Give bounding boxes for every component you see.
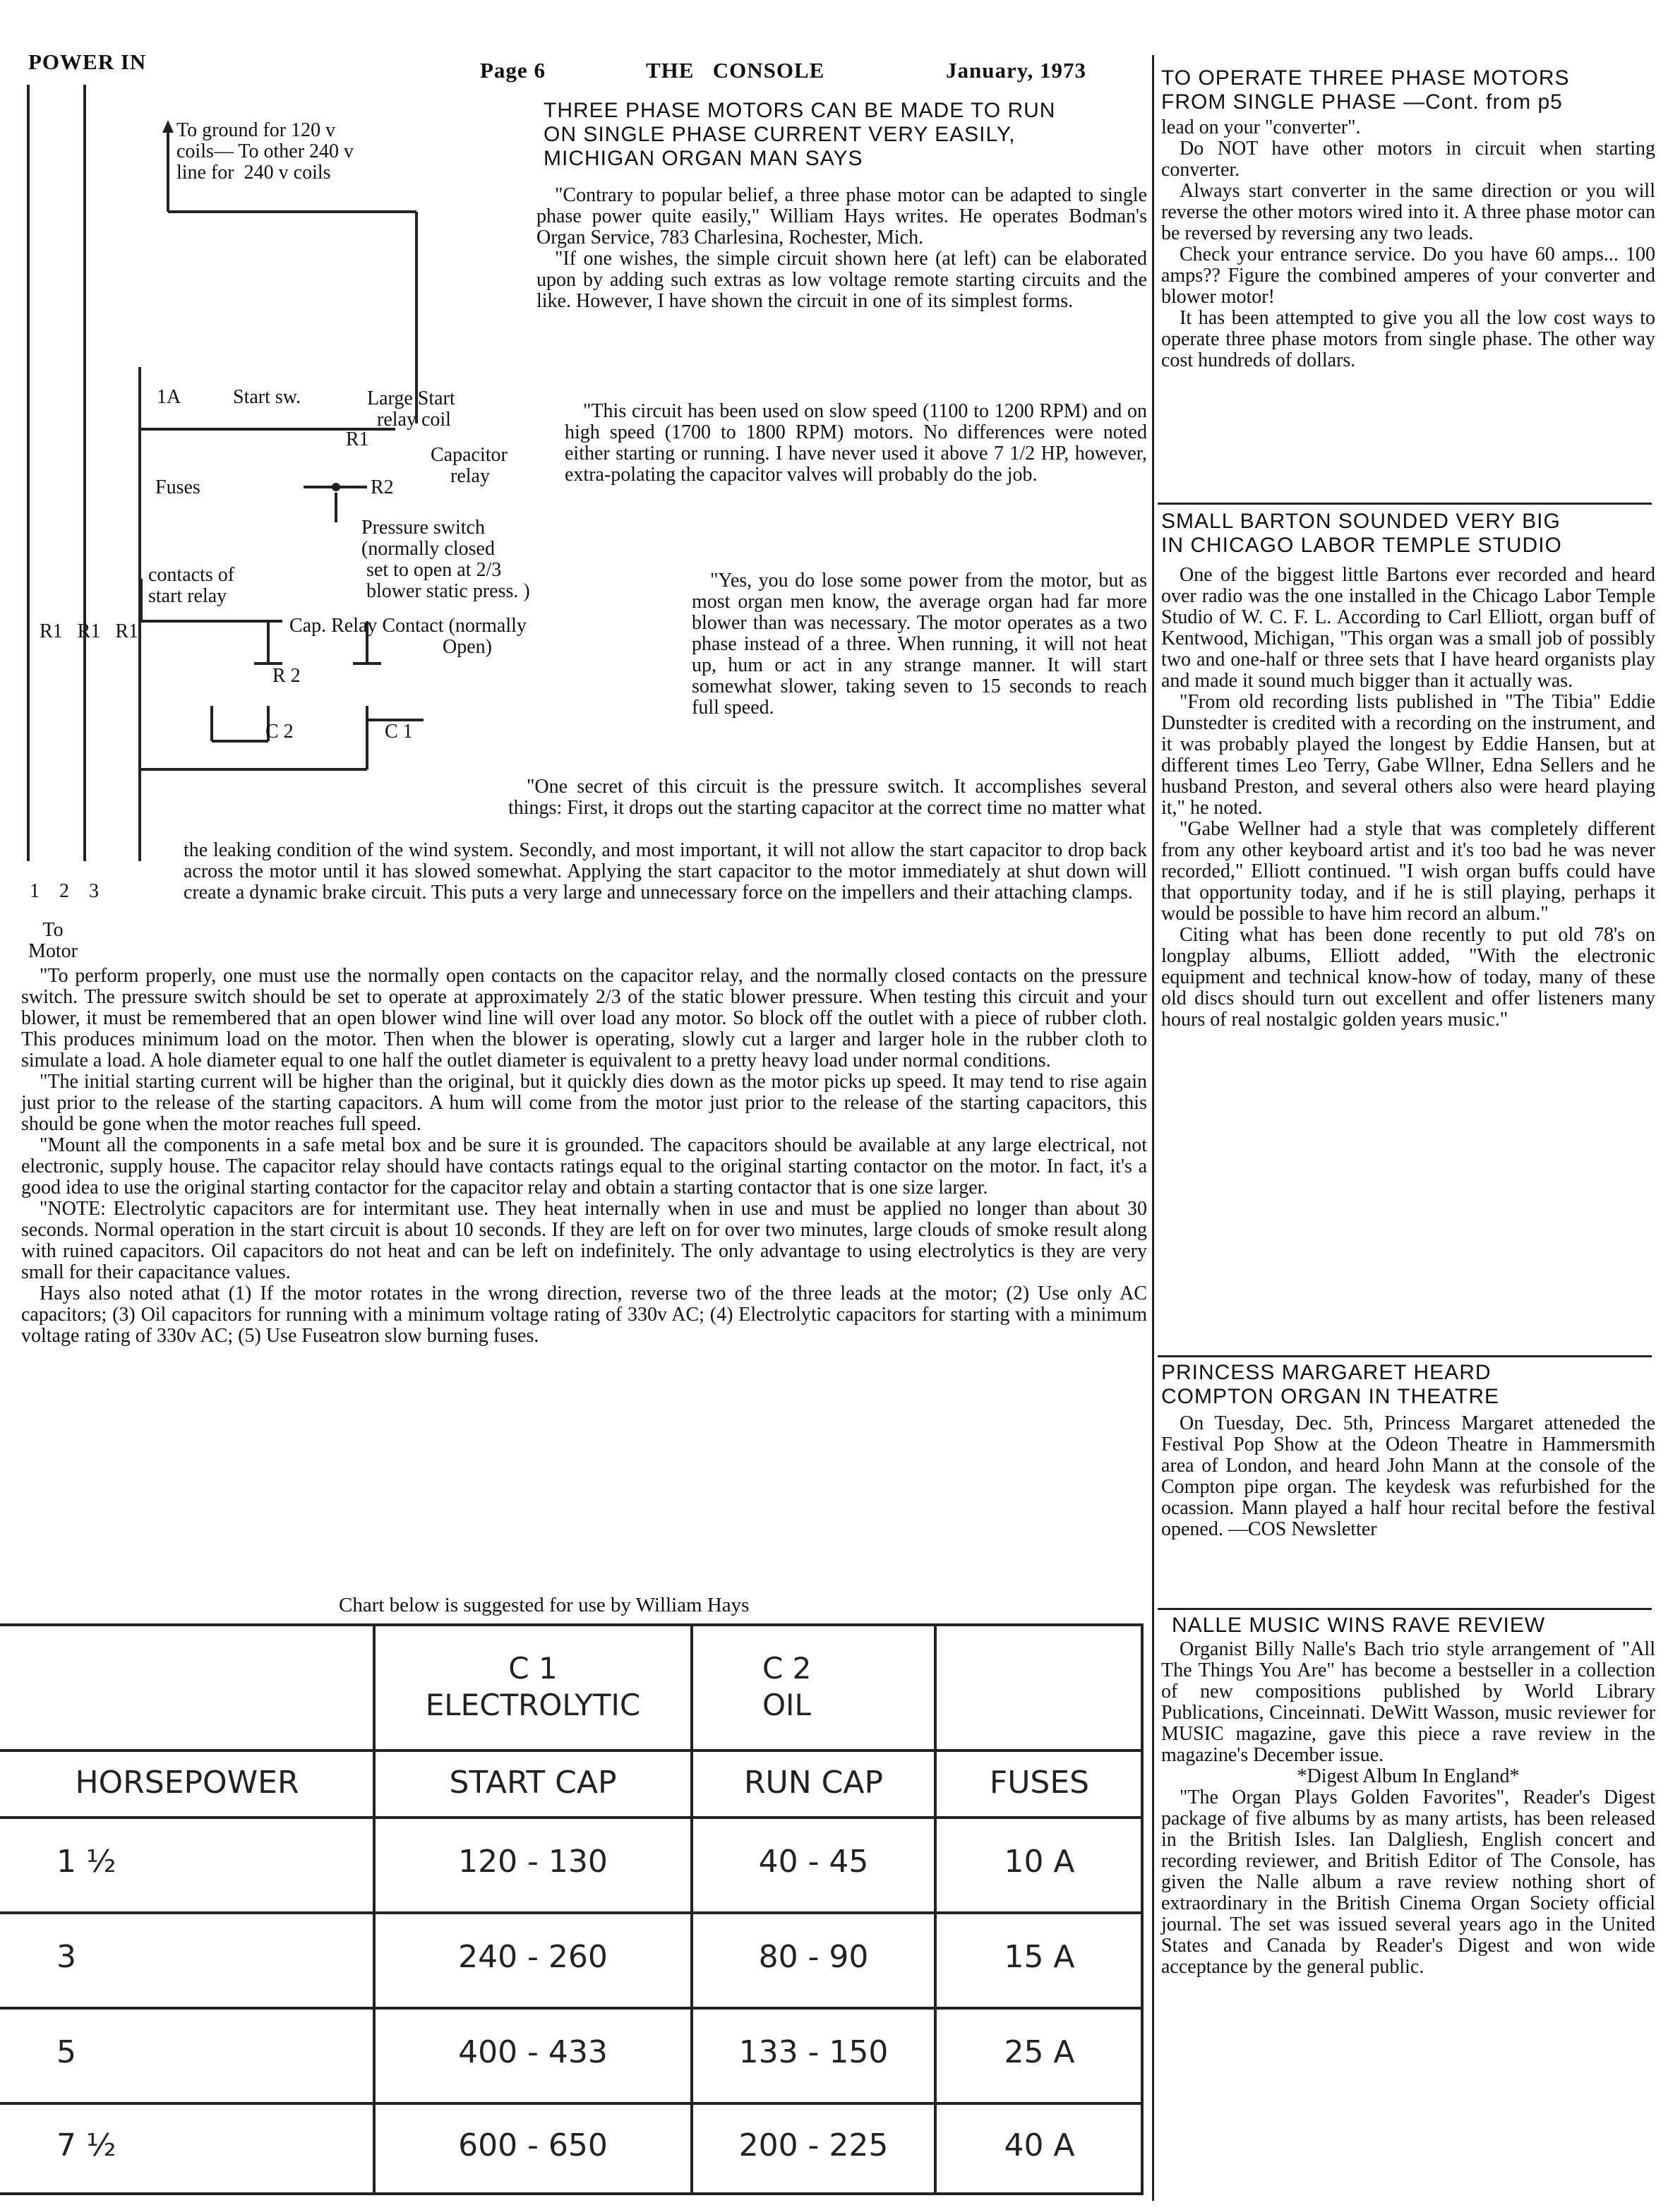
table-cell: 40 A xyxy=(1004,2127,1075,2163)
table-cell: 80 - 90 xyxy=(758,1939,869,1975)
large-start-relay-label: Large Start relay coil xyxy=(367,388,455,431)
cap-relay-contact-label: Cap. Relay Contact (normally Open) xyxy=(289,615,527,658)
article3-p4: Citing what has been done recently to put old 78's on longplay albums, Elliott added, "With the electronic equipment and technical know-how of today, many of these old discs should turn out excellent and offer listeners many hours of real nostalgic golden years music." xyxy=(1161,924,1655,1031)
table-cell: 5 xyxy=(56,2034,76,2070)
article1-p10: Hays also noted athat (1) If the motor rotates in the wrong direction, reverse two of the three leads at the motor; (2) Use only AC capacitors; (3) Oil capacitors for running with a minimum voltage rating of 330v AC; (4) Electrolytic capacitors for starting with a minimum voltage rating of 330v AC; (5) Use Fuseatron slow burning fuses. xyxy=(21,1283,1147,1347)
label-1a: 1A xyxy=(157,386,181,408)
r2-bottom-label: R 2 xyxy=(272,665,301,687)
article1-p4a-block xyxy=(692,570,1147,719)
page-number: Page 6 xyxy=(480,58,546,83)
table-cell: 133 - 150 xyxy=(738,2034,889,2070)
fuses-label: Fuses xyxy=(155,476,200,498)
table-cell: 15 A xyxy=(1004,1939,1075,1975)
article1-body xyxy=(21,966,1147,1347)
table-cell: 400 - 433 xyxy=(458,2034,608,2070)
article2-body xyxy=(1161,117,1655,371)
article1-p4: "Yes, you do lose some power from the motor, but as most organ men know, the average organ had far more blower than was necessary. The motor operates as a two phase instead of a three. When running, it will not heat up, hum or act in any strange manner. It will start somewhat slower, taking seven to 15 seconds to reach full speed. xyxy=(692,570,1147,719)
article1-p5b: the leaking condition of the wind system. Secondly, and most important, it will not allow the start capacitor to drop back across the motor until it has slowed somewhat. Applying the start capacitor to the motor immediately at shut down will create a dynamic brake circuit. This puts a very large and unnecessary force on the impellers and their attaching clamps. xyxy=(184,839,1147,903)
c2-group-header: C 2 OIL xyxy=(762,1651,812,1722)
column-divider xyxy=(1152,55,1154,2201)
r1-label: R1 xyxy=(346,428,369,450)
article1-p5a: "One secret of this circuit is the pressure switch. It accomplishes several things: First, it drops out the starting capacitor at the correct time no matter what xyxy=(508,776,1147,819)
table-cell: 25 A xyxy=(1004,2034,1075,2070)
c2-label: C 2 xyxy=(265,721,294,743)
article2-p1: lead on your "converter". xyxy=(1161,116,1361,138)
ground-note: To ground for 120 v coils— To other 240 v line for 240 v coils xyxy=(176,119,354,184)
divider xyxy=(1158,1608,1652,1610)
article1-p3: "This circuit has been used on slow speed (1100 to 1200 RPM) and on high speed (1700 to 1800 RPM) motors. No differences were noted either starting or running. I have never used it above 7 1/2 HP, however, extra-polating the capacitor valves will probably do the job. xyxy=(565,400,1147,486)
pressure-switch-label: Pressure switch (normally closed set to open at 2/3 blower static press. ) xyxy=(361,517,530,602)
article1-p6: "To perform properly, one must use the normally open contacts on the capacitor relay, and the normally closed contacts on the pressure switch. The pressure switch should be set to operate at approximately 2/3 of the static blower pressure. When testing this circuit and your blower, it must be remembered that an open blower wind line will over load any motor. So block off the outlet with a piece of rubber cloth. This produces minimum load on the motor. Then when the blower is operating, slowly cut a larger and larger hole in the rubber cloth to simulate a load. A hole diameter equal to one half the outlet diameter is equivalent to a pretty heavy load under normal conditions. xyxy=(21,965,1147,1071)
divider xyxy=(1158,503,1652,505)
table-cell: 7 ½ xyxy=(56,2127,116,2163)
article4-body xyxy=(1161,1413,1655,1540)
contacts-start-relay-label: contacts of start relay xyxy=(148,564,235,607)
table-cell: 3 xyxy=(56,1939,76,1975)
capacitor-chart-table xyxy=(0,1623,1144,2195)
article5-p1: Organist Billy Nalle's Bach trio style arrangement of "All The Things You Are" has become a bestseller in a collection of new compositions published by World Library Publications, Cinceinnati. DeWitt Wasson, music reviewer for MUSIC magazine, gave this piece a rave review in the magazine's December issue. xyxy=(1161,1638,1655,1766)
power-in-label: POWER IN xyxy=(28,49,147,74)
start-switch-label: Start sw. xyxy=(233,386,301,408)
article3-p3: "Gabe Wellner had a style that was completely different from any other keyboard artist and it's too bad he was never recorded," Elliott continued. "I wish organ buffs could have that opportunity today, and if he is still playing, perhaps it would be possible to have him record an album." xyxy=(1161,818,1655,925)
divider xyxy=(1158,1355,1652,1357)
c1-group-header: C 1 ELECTROLYTIC xyxy=(425,1651,641,1722)
col-header-run-cap: RUN CAP xyxy=(743,1765,884,1801)
c1-label: C 1 xyxy=(385,721,413,743)
issue-date: January, 1973 xyxy=(946,58,1087,83)
article1-top xyxy=(536,185,1147,312)
article2-p2: Do NOT have other motors in circuit when starting converter. xyxy=(1161,138,1655,181)
table-cell: 200 - 225 xyxy=(738,2127,889,2163)
table-cell: 40 - 45 xyxy=(758,1844,869,1880)
article3-headline: SMALL BARTON SOUNDED VERY BIG IN CHICAGO LABOR TEMPLE STUDIO xyxy=(1161,510,1562,557)
col-header-horsepower: HORSEPOWER xyxy=(75,1765,299,1801)
article1-p2: "If one wishes, the simple circuit shown here (at left) can be elaborated upon by adding such extras as low voltage remote starting circuits and the like. However, I have shown the circuit in one of its simplest forms. xyxy=(536,248,1147,312)
article4-p1: On Tuesday, Dec. 5th, Princess Margaret atteneded the Festival Pop Show at the Odeon Theatre in Hammersmith area of London, and heard John Mann at the console of the Compton pipe organ. The keydesk was refurbished for the ocassion. Mann played a half hour recital before the festival opened. —COS Newsletter xyxy=(1161,1412,1655,1540)
article2-p4: Check your entrance service. Do you have 60 amps... 100 amps?? Figure the combined amperes of your converter and blower motor! xyxy=(1161,244,1655,308)
article2-headline: TO OPERATE THREE PHASE MOTORS FROM SINGLE PHASE —Cont. from p5 xyxy=(1161,66,1570,114)
chart-caption: Chart below is suggested for use by William Hays xyxy=(339,1594,750,1616)
article1-p5a-block xyxy=(508,776,1147,819)
article2-p5: It has been attempted to give you all the low cost ways to operate three phase motors from single phase. The other way cost hundreds of dollars. xyxy=(1161,307,1655,371)
table-cell: 240 - 260 xyxy=(458,1939,608,1975)
article1-p1: "Contrary to popular belief, a three phase motor can be adapted to single phase power quite easily," William Hays writes. He operates Bodman's Organ Service, 783 Charlesina, Rochester, Mich. xyxy=(536,184,1147,248)
article1-p9: "NOTE: Electrolytic capacitors are for intermitant use. They heat internally when in use and must be applied no longer than about 30 seconds. Normal operation in the start circuit is about 10 seconds. If they are left on for over two minutes, large clouds of smoke result along with ruined capacitors. Oil capacitors do not heat and can be left on indefinitely. The only advantage to using electrolytics is they are very small for their capacitance values. xyxy=(21,1198,1147,1283)
article1-p3-block xyxy=(565,401,1147,486)
capacitor-relay-label: Capacitor relay xyxy=(431,444,508,487)
table-cell: 1 ½ xyxy=(56,1844,116,1880)
article2-p3: Always start converter in the same direction or you will reverse the other motors wired into it. A three phase motor can be reversed by reversing any two leads. xyxy=(1161,180,1655,244)
article3-p2: "From old recording lists published in "The Tibia" Eddie Dunstedter is credited with a recording on the instrument, and it was probably played the longest by Eddie Hansen, but at different times Leo Terry, Gabe Wllner, Edna Sellers and he husband Preston, and several others also were heard playing it," he noted. xyxy=(1161,691,1655,819)
article1-headline: THREE PHASE MOTORS CAN BE MADE TO RUN ON SINGLE PHASE CURRENT VERY EASILY, MICHIGAN ORGAN MAN SAYS xyxy=(544,99,1056,170)
col-header-start-cap: START CAP xyxy=(449,1765,617,1801)
r2-label: R2 xyxy=(371,476,394,498)
table-cell: 120 - 130 xyxy=(458,1844,608,1880)
col-header-fuses: FUSES xyxy=(989,1765,1090,1801)
article5-body xyxy=(1161,1639,1655,1978)
article5-headline: NALLE MUSIC WINS RAVE REVIEW xyxy=(1172,1614,1546,1637)
to-motor-label: To Motor xyxy=(28,919,78,962)
article5-subhead: *Digest Album In England* xyxy=(1297,1765,1520,1787)
article1-p7: "The initial starting current will be higher than the original, but it quickly dies down as the motor picks up speed. It may tend to rise again just prior to the release of the starting capacitors. A hum will come from the motor just prior to the release of the starting capacitors, this should be gone when the motor reaches full speed. xyxy=(21,1071,1147,1135)
table-cell: 10 A xyxy=(1004,1844,1075,1880)
article4-headline: PRINCESS MARGARET HEARD COMPTON ORGAN IN THEATRE xyxy=(1161,1361,1500,1408)
article3-p1: One of the biggest little Bartons ever recorded and heard over radio was the one installed in the Chicago Labor Temple Studio of W. C. F. L. According to Carl Elliott, organ buff of Kentwood, Michigan, "This organ was a small job of possibly two and one-half or three sets that I have heard organists play and made it sound much bigger than it actually was. xyxy=(1161,564,1655,692)
motor-terminals: 1 2 3 xyxy=(30,880,99,902)
r1-row-label: R1 R1 R1 xyxy=(40,620,139,642)
article1-p5b-block xyxy=(184,840,1147,903)
article1-p8: "Mount all the components in a safe metal box and be sure it is grounded. The capacitors should be available at any large electrical, not electronic, supply house. The capacitor relay should have contacts ratings equal to the original starting contactor on the motor. In fact, it's a good idea to use the original starting contactor for the capacitor relay and obtain a starting contactor that is one size larger. xyxy=(21,1134,1147,1199)
article3-body xyxy=(1161,565,1655,1031)
article5-p2: "The Organ Plays Golden Favorites", Reader's Digest package of five albums by as many artists, has been released in the British Isles. Ian Dalgliesh, English concert and recording reviewer, and British Editor of The Console, has given the Nalle album a rave review nothing short of extraordinary in the British Cinema Organ Society official journal. The set was issued several years ago in the United States and Canada by Reader's Digest and won wide acceptance by the general public. xyxy=(1161,1786,1655,1978)
table-cell: 600 - 650 xyxy=(458,2127,608,2163)
publication-title: THE CONSOLE xyxy=(646,58,825,83)
